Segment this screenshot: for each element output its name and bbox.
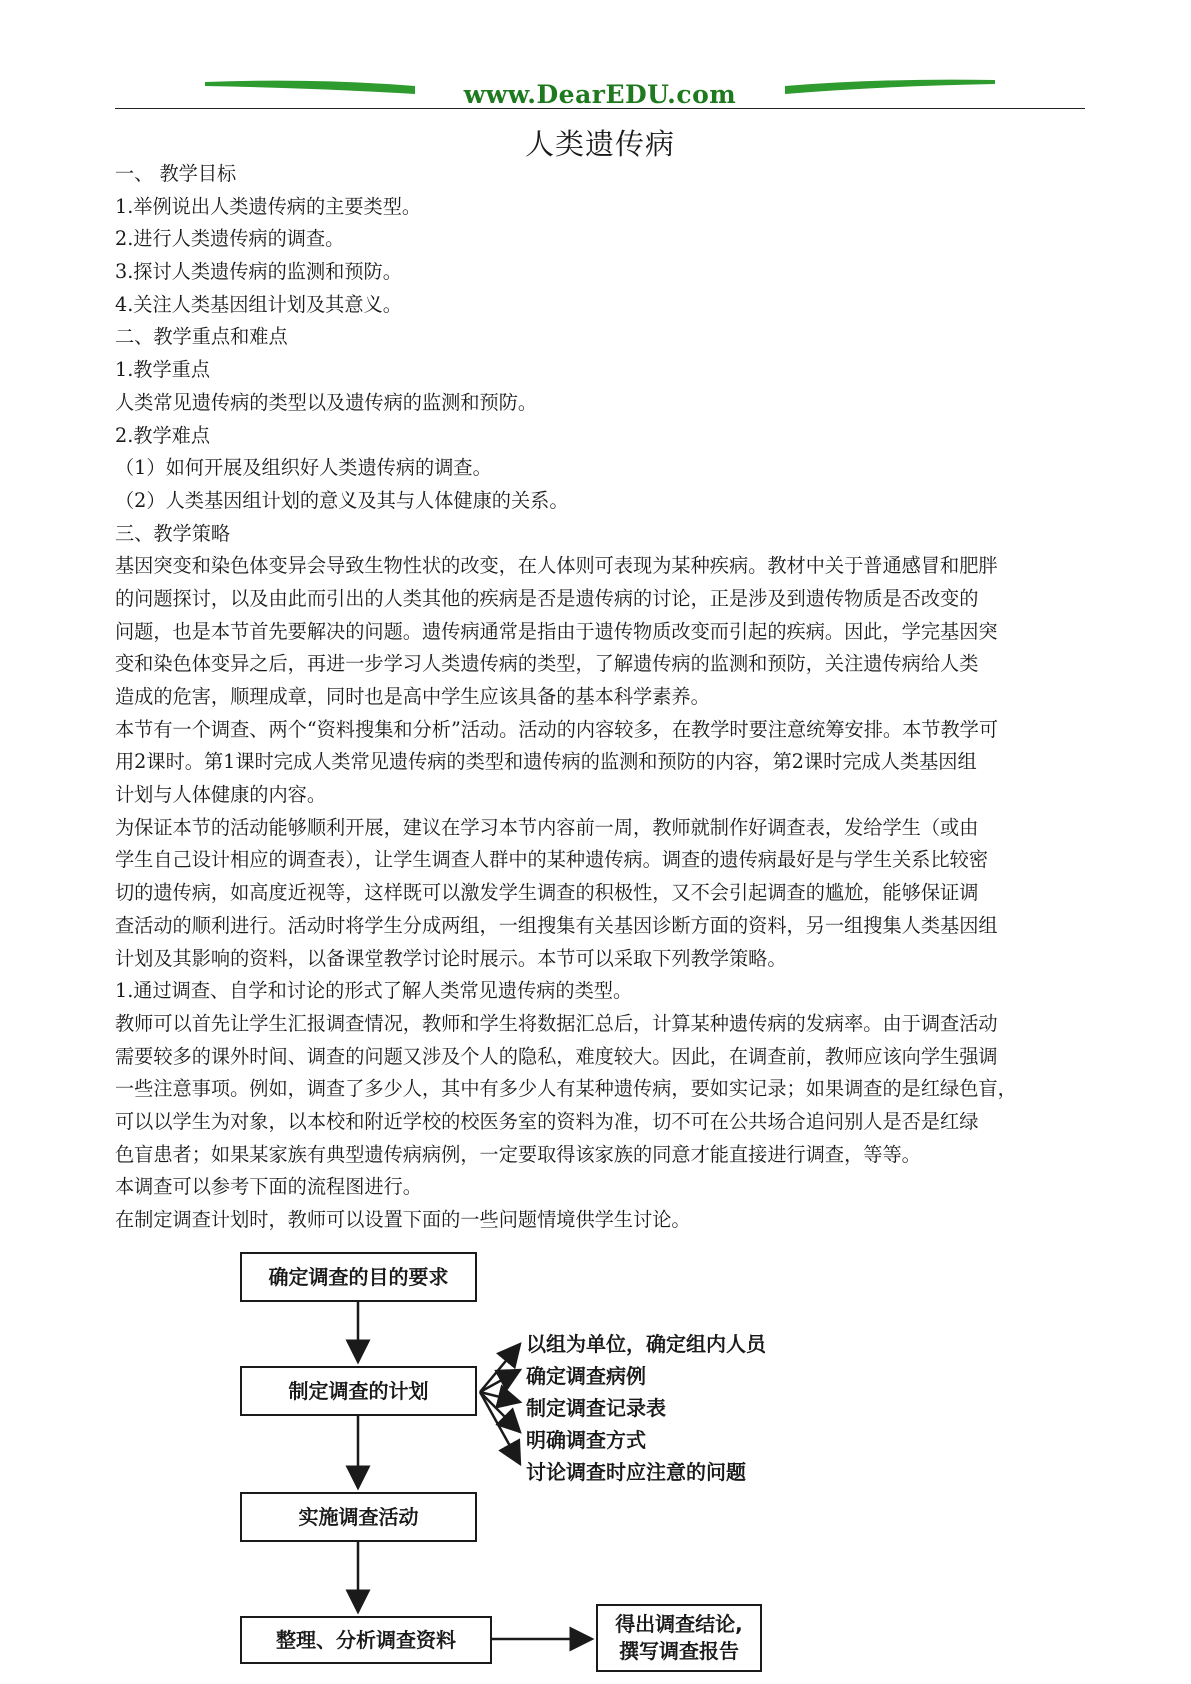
paragraph-line: 本节有一个调查、两个“资料搜集和分析”活动。活动的内容较多，在教学时要注意统筹安排。本节教学可: [115, 717, 999, 741]
paragraph-line: 用2课时。第1课时完成人类常见遗传病的类型和遗传病的监测和预防的内容，第2课时完成人类基因组: [115, 750, 977, 774]
step-conduct-survey: 实施调查活动: [240, 1492, 477, 1542]
section-heading-focus: 二、教学重点和难点: [115, 325, 288, 349]
paragraph-line: 教师可以首先让学生汇报调查情况，教师和学生将数据汇总后，计算某种遗传病的发病率。由于调查活动: [115, 1011, 998, 1035]
branch-item: 确定调查病例: [526, 1364, 646, 1388]
paragraph-line: 造成的危害，顺理成章，同时也是高中学生应该具备的基本科学素养。: [115, 685, 710, 708]
step-define-goals: 确定调查的目的要求: [240, 1252, 477, 1302]
survey-flowchart: [240, 1252, 860, 1672]
goal-item: 4.关注人类基因组计划及其意义。: [115, 292, 402, 316]
paragraph-line: 变和染色体变异之后，再进一步学习人类遗传病的类型，了解遗传病的监测和预防，关注遗传病给人类: [115, 652, 979, 676]
paragraph-line: 需要较多的课外时间、调查的问题又涉及个人的隐私，难度较大。因此，在调查前，教师应该向学生强调: [115, 1044, 998, 1068]
report-line-2: 撰写调查报告: [619, 1639, 739, 1663]
step-analyze-data: 整理、分析调查资料: [240, 1616, 492, 1664]
body-text: [115, 158, 1085, 1237]
paragraph-line: 查活动的顺利进行。活动时将学生分成两组，一组搜集有关基因诊断方面的资料，另一组搜集人类基因组: [115, 913, 998, 937]
site-header: [115, 76, 1085, 112]
arrow-branch-1: [480, 1344, 520, 1392]
site-url: www.DearEDU.com: [463, 80, 737, 109]
paragraph-survey: [115, 1008, 1085, 1171]
goal-item: 2.进行人类遗传病的调查。: [115, 227, 345, 251]
report-line-1: 得出调查结论,: [615, 1612, 743, 1636]
paragraph-schedule: [115, 714, 1085, 812]
header-divider: [115, 108, 1085, 109]
difficulty-item: （2）人类基因组计划的意义及其与人体健康的关系。: [115, 488, 569, 512]
paragraph-intro: [115, 550, 1085, 713]
branch-item: 讨论调查时应注意的问题: [526, 1460, 746, 1484]
goal-item: 3.探讨人类遗传病的监测和预防。: [115, 260, 402, 284]
arrow-branch-5: [480, 1392, 520, 1464]
paragraph-line: 问题，也是本节首先要解决的问题。遗传病通常是指由于遗传物质改变而引起的疾病。因此，学完基因突: [115, 619, 998, 643]
paragraph-line: 可以以学生为对象，以本校和附近学校的校医务室的资料为准，切不可在公共场合追问别人是否是红绿: [115, 1109, 979, 1133]
branch-item: 制定调查记录表: [526, 1396, 666, 1420]
paragraph-line: 一些注意事项。例如，调查了多少人，其中有多少人有某种遗传病，要如实记录；如果调查的是红绿色盲，: [115, 1077, 1017, 1101]
closing-line: 本调查可以参考下面的流程图进行。: [115, 1175, 422, 1199]
section-heading-strategy: 三、教学策略: [115, 521, 231, 545]
paragraph-line: 基因突变和染色体变异会导致生物性状的改变，在人体则可表现为某种疾病。教材中关于普通感冒和肥胖: [115, 554, 998, 578]
subheading-difficulty: 2.教学难点: [115, 423, 211, 447]
paragraph-line: 学生自己设计相应的调查表），让学生调查人群中的某种遗传病。调查的遗传病最好是与学生关系比较密: [115, 848, 989, 872]
paragraph-line: 的问题探讨，以及由此而引出的人类其他的疾病是否是遗传病的讨论，正是涉及到遗传物质是否改变的: [115, 586, 979, 610]
paragraph-line: 切的遗传病，如高度近视等，这样既可以激发学生调查的积极性，又不会引起调查的尴尬，能够保证调: [115, 881, 979, 905]
focus-text: 人类常见遗传病的类型以及遗传病的监测和预防。: [115, 390, 538, 414]
section-heading-goals: 一、 教学目标: [115, 162, 237, 185]
strategy-heading: 1.通过调查、自学和讨论的形式了解人类常见遗传病的类型。: [115, 979, 633, 1003]
paragraph-line: 计划与人体健康的内容。: [115, 783, 327, 807]
paragraph-preparation: [115, 812, 1085, 975]
branch-item: 明确调查方式: [526, 1428, 646, 1452]
difficulty-item: （1）如何开展及组织好人类遗传病的调查。: [115, 456, 492, 480]
page-title: 人类遗传病: [524, 127, 675, 161]
closing-line: 在制定调查计划时，教师可以设置下面的一些问题情境供学生讨论。: [115, 1208, 691, 1231]
branch-item: 以组为单位，确定组内人员: [526, 1332, 766, 1356]
paragraph-line: 计划及其影响的资料，以备课堂教学讨论时展示。本节可以采取下列教学策略。: [115, 946, 787, 970]
subheading-focus: 1.教学重点: [115, 358, 211, 382]
arrow-branch-2: [480, 1370, 520, 1392]
paragraph-line: 色盲患者；如果某家族有典型遗传病病例，一定要取得该家族的同意才能直接进行调查，等等。: [115, 1142, 921, 1166]
paragraph-line: 为保证本节的活动能够顺利开展，建议在学习本节内容前一周，教师就制作好调查表，发给学生（或由: [115, 815, 979, 839]
goal-item: 1.举例说出人类遗传病的主要类型。: [115, 194, 422, 218]
step-report: [596, 1604, 762, 1672]
step-make-plan: 制定调查的计划: [240, 1366, 477, 1416]
